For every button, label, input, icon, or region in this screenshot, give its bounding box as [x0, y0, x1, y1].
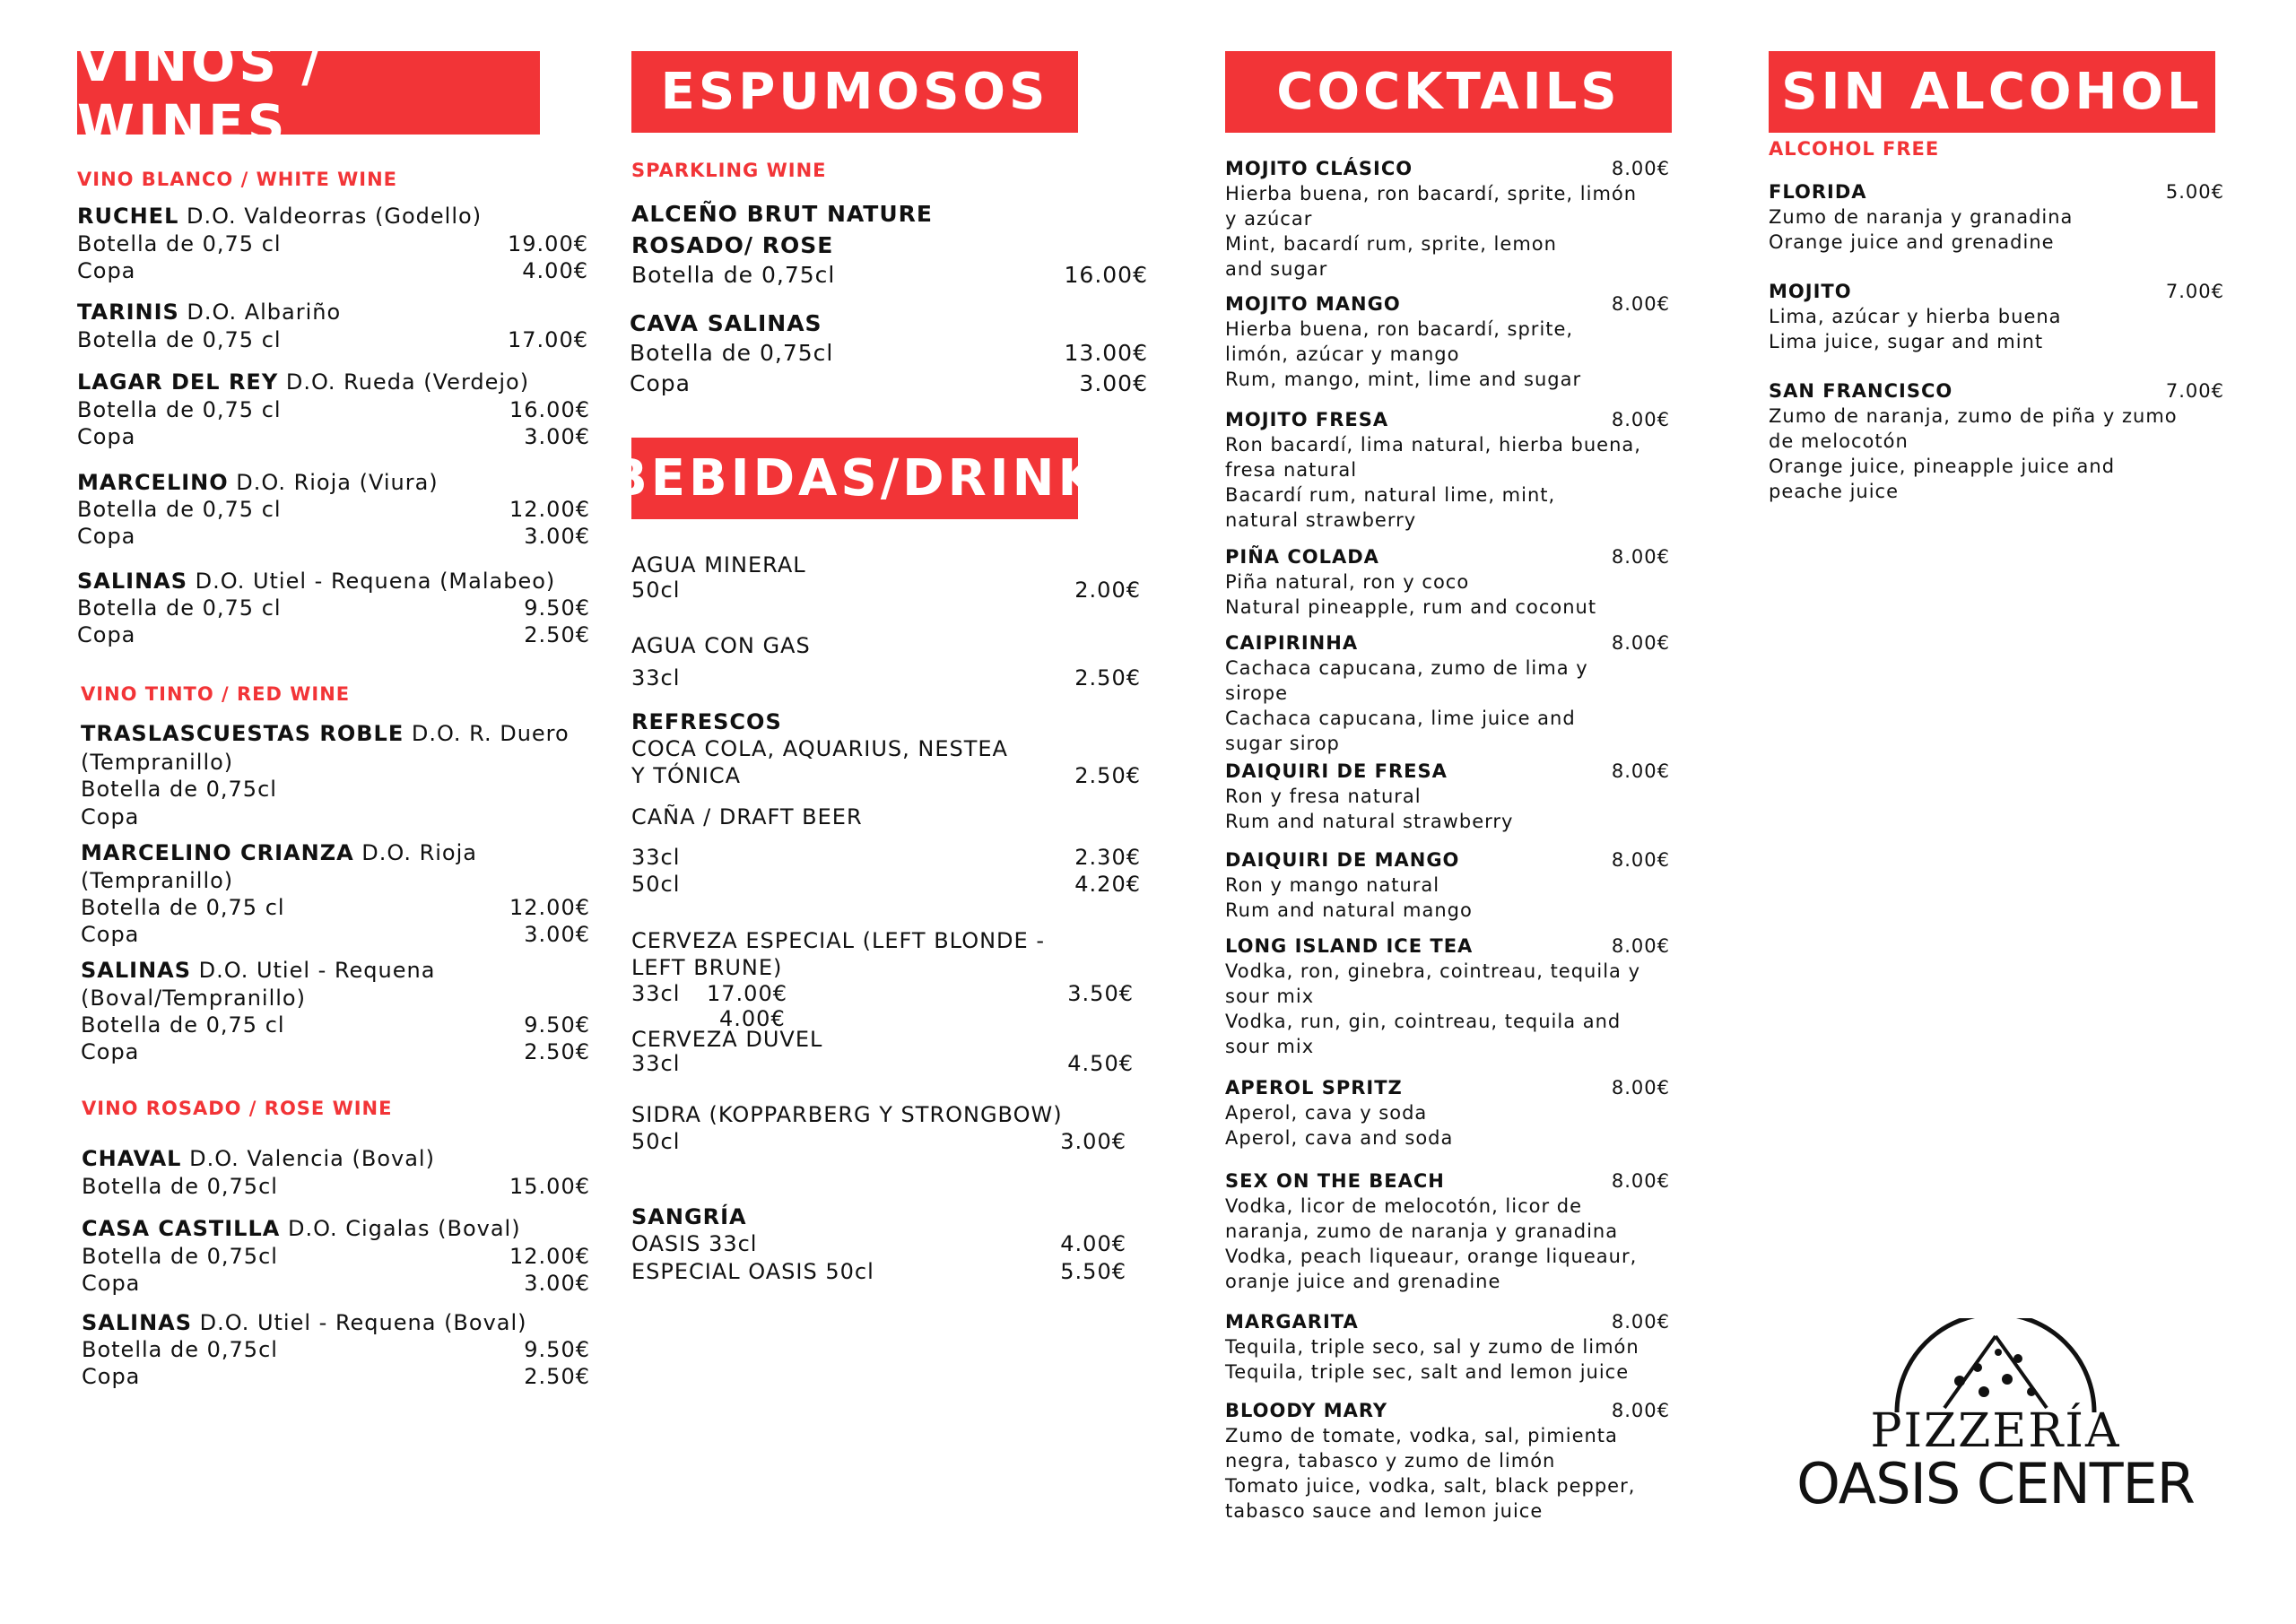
cocktail-desc: natural strawberry [1225, 509, 1417, 531]
cocktail-desc: Vodka, ron, ginebra, cointreau, tequila y [1225, 960, 1641, 982]
cocktail-desc: sour mix [1225, 1036, 1315, 1057]
wine-item: SALINAS D.O. Utiel - Requena [81, 958, 436, 983]
noalcohol-desc: Lima juice, sugar and mint [1769, 331, 2044, 352]
noalcohol-name: MOJITO [1769, 281, 1852, 302]
wines-title: VINOS / WINES [77, 31, 325, 154]
sparkling-title: ESPUMOSOS [660, 63, 1049, 121]
noalcohol-price: 7.00€ [2165, 281, 2224, 302]
white-wine-heading: VINO BLANCO / WHITE WINE [77, 169, 398, 190]
cocktail-price: 8.00€ [1611, 849, 1670, 871]
cocktail-name: MOJITO CLÁSICO [1225, 158, 1413, 179]
cocktail-desc: sour mix [1225, 986, 1315, 1007]
cocktail-desc: Aperol, cava and soda [1225, 1127, 1454, 1149]
drink-name: SIDRA (KOPPARBERG Y STRONGBOW) [631, 1102, 1063, 1127]
cocktail-name: MOJITO FRESA [1225, 409, 1389, 430]
sparkling-name: CAVA SALINAS [630, 310, 822, 336]
cocktail-desc: naranja, zumo de naranja y granadina [1225, 1220, 1619, 1242]
noalcohol-desc: de melocotón [1769, 430, 1909, 452]
drink-desc: COCA COLA, AQUARIUS, NESTEA [631, 736, 1008, 761]
cocktail-desc: Bacardí rum, natural lime, mint, [1225, 484, 1556, 506]
cocktail-desc: Ron y mango natural [1225, 874, 1440, 896]
cocktail-price: 8.00€ [1611, 632, 1670, 654]
cocktail-price: 8.00€ [1611, 546, 1670, 568]
noalcohol-name: SAN FRANCISCO [1769, 380, 1953, 402]
cocktail-desc: Zumo de tomate, vodka, sal, pimienta [1225, 1425, 1618, 1446]
drink-name: CERVEZA DUVEL [631, 1027, 823, 1052]
cocktail-desc: Tomato juice, vodka, salt, black pepper, [1225, 1475, 1636, 1497]
cocktail-name: DAIQUIRI DE MANGO [1225, 849, 1460, 871]
cocktail-desc: Hierba buena, ron bacardí, sprite, [1225, 318, 1574, 340]
noalcohol-desc: Zumo de naranja, zumo de piña y zumo [1769, 405, 2178, 427]
cocktail-desc: Mint, bacardí rum, sprite, lemon [1225, 233, 1557, 255]
noalcohol-name: FLORIDA [1769, 181, 1867, 203]
cocktail-price: 8.00€ [1611, 409, 1670, 430]
noalcohol-desc: peache juice [1769, 481, 1900, 502]
noalcohol-banner [1769, 51, 2215, 133]
sparkling-subtitle: SPARKLING WINE [631, 160, 827, 181]
cocktail-desc: oranje juice and grenadine [1225, 1271, 1501, 1292]
wine-extra: (Tempranillo) [81, 750, 234, 775]
cocktail-name: MOJITO MANGO [1225, 293, 1401, 315]
wine-extra: (Tempranillo) [81, 868, 234, 893]
drink-name: CERVEZA ESPECIAL (LEFT BLONDE - [631, 928, 1045, 953]
noalcohol-desc: Orange juice, pineapple juice and [1769, 456, 2116, 477]
noalcohol-subtitle: ALCOHOL FREE [1769, 138, 1940, 160]
wines-banner [77, 31, 540, 154]
wine-item: CASA CASTILLA D.O. Cigalas (Boval) [82, 1216, 521, 1241]
cocktail-price: 8.00€ [1611, 935, 1670, 957]
cocktail-desc: Ron y fresa natural [1225, 786, 1422, 807]
cocktail-desc: Tequila, triple seco, sal y zumo de limón [1225, 1336, 1639, 1358]
cocktail-price: 8.00€ [1611, 293, 1670, 315]
cocktail-price: 8.00€ [1611, 158, 1670, 179]
wine-item: LAGAR DEL REY D.O. Rueda (Verdejo) [77, 369, 530, 395]
wine-item: MARCELINO CRIANZA D.O. Rioja [81, 840, 477, 865]
cocktail-desc: Vodka, peach liqueaur, orange liqueaur, [1225, 1246, 1638, 1267]
wine-item: RUCHEL D.O. Valdeorras (Godello) [77, 204, 483, 229]
cocktail-desc: Rum and natural mango [1225, 899, 1473, 921]
cocktail-desc: sugar sirop [1225, 733, 1340, 754]
cocktail-desc: Natural pineapple, rum and coconut [1225, 596, 1597, 618]
cocktail-name: PIÑA COLADA [1225, 546, 1379, 568]
drink-name: SANGRÍA [631, 1204, 747, 1229]
wine-item: TRASLASCUESTAS ROBLE D.O. R. Duero [81, 721, 570, 746]
cocktail-name: BLOODY MARY [1225, 1400, 1388, 1421]
noalcohol-price: 7.00€ [2165, 380, 2224, 402]
cocktail-name: SEX ON THE BEACH [1225, 1170, 1445, 1192]
cocktail-price: 8.00€ [1611, 1311, 1670, 1333]
cocktail-name: DAIQUIRI DE FRESA [1225, 760, 1448, 782]
red-wine-heading: VINO TINTO / RED WINE [81, 683, 351, 705]
wine-item: CHAVAL D.O. Valencia (Boval) [82, 1146, 435, 1171]
cocktail-price: 8.00€ [1611, 1400, 1670, 1421]
noalcohol-desc: Lima, azúcar y hierba buena [1769, 306, 2062, 327]
wine-item: SALINAS D.O. Utiel - Requena (Malabeo) [77, 569, 556, 594]
cocktail-desc: Tequila, triple sec, salt and lemon juice [1225, 1361, 1630, 1383]
cocktail-desc: negra, tabasco y zumo de limón [1225, 1450, 1556, 1472]
drinks-banner [609, 438, 1100, 519]
cocktail-desc: tabasco sauce and lemon juice [1225, 1500, 1544, 1522]
cocktail-desc: Hierba buena, ron bacardí, sprite, limón [1225, 183, 1638, 204]
rose-wine-heading: VINO ROSADO / ROSE WINE [82, 1098, 393, 1119]
cocktail-desc: Piña natural, ron y coco [1225, 571, 1470, 593]
cocktail-desc: sirope [1225, 682, 1289, 704]
cocktail-desc: and sugar [1225, 258, 1328, 280]
cocktail-desc: fresa natural [1225, 459, 1358, 481]
drink-price-note: 17.00€ [707, 981, 787, 1006]
drink-name: REFRESCOS [631, 709, 782, 734]
noalcohol-desc: Zumo de naranja y granadina [1769, 206, 2074, 228]
noalcohol-title: SIN ALCOHOL [1781, 63, 2203, 121]
pizza-slice-icon [1776, 1318, 2215, 1417]
sparkling-banner [631, 51, 1078, 133]
cocktail-desc: Rum and natural strawberry [1225, 811, 1514, 832]
cocktail-desc: Vodka, licor de melocotón, licor de [1225, 1195, 1583, 1217]
cocktail-desc: Vodka, run, gin, cointreau, tequila and [1225, 1011, 1622, 1032]
cocktail-name: CAIPIRINHA [1225, 632, 1359, 654]
cocktail-price: 8.00€ [1611, 1170, 1670, 1192]
sparkling-name: ALCEÑO BRUT NATURE [631, 201, 933, 227]
cocktail-name: LONG ISLAND ICE TEA [1225, 935, 1474, 957]
drink-price-note: 4.00€ [719, 1006, 786, 1031]
drinks-title: BEBIDAS/DRINK [609, 449, 1100, 508]
noalcohol-price: 5.00€ [2165, 181, 2224, 203]
drink-name: LEFT BRUNE) [631, 955, 783, 980]
drink-name: AGUA MINERAL [631, 552, 806, 578]
cocktails-banner [1225, 51, 1672, 133]
cocktails-title: COCKTAILS [1276, 63, 1621, 121]
cocktail-desc: Cachaca capucana, lime juice and [1225, 708, 1576, 729]
cocktail-desc: y azúcar [1225, 208, 1313, 230]
cocktail-desc: Ron bacardí, lima natural, hierba buena, [1225, 434, 1641, 456]
cocktail-name: APEROL SPRITZ [1225, 1077, 1403, 1099]
wine-item: SALINAS D.O. Utiel - Requena (Boval) [82, 1310, 527, 1335]
cocktail-price: 8.00€ [1611, 1077, 1670, 1099]
drink-name: AGUA CON GAS [631, 633, 811, 658]
wine-extra: (Boval/Tempranillo) [81, 986, 306, 1011]
logo-pizzeria: PIZZERÍA [1870, 1404, 2121, 1458]
noalcohol-desc: Orange juice and grenadine [1769, 231, 2055, 253]
cocktail-desc: Rum, mango, mint, lime and sugar [1225, 369, 1582, 390]
wine-item: MARCELINO D.O. Rioja (Viura) [77, 470, 439, 495]
pizzeria-logo [1776, 1318, 2215, 1516]
cocktail-desc: Cachaca capucana, zumo de lima y [1225, 657, 1588, 679]
drink-name: CAÑA / DRAFT BEER [631, 804, 863, 829]
cocktail-name: MARGARITA [1225, 1311, 1359, 1333]
wine-item: TARINIS D.O. Albariño [77, 300, 342, 325]
sparkling-name: ROSADO/ ROSE [631, 232, 834, 258]
cocktail-price: 8.00€ [1611, 760, 1670, 782]
cocktail-desc: Aperol, cava y soda [1225, 1102, 1428, 1124]
cocktail-desc: limón, azúcar y mango [1225, 343, 1460, 365]
logo-oasis-center: OASIS CENTER [1796, 1451, 2195, 1516]
